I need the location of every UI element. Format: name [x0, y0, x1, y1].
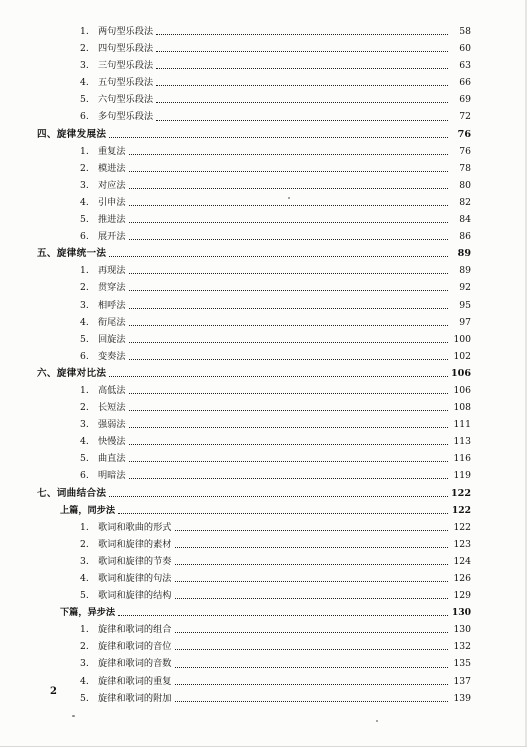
dot-leader — [129, 273, 448, 274]
toc-page-number: 58 — [459, 26, 471, 37]
toc-page-number: 130 — [453, 624, 471, 636]
dot-leader — [175, 649, 449, 650]
toc-entry-number: 3. — [80, 179, 89, 191]
toc-page-number: 89 — [457, 248, 471, 260]
dot-leader — [109, 137, 448, 138]
toc-entry-number: 3. — [80, 299, 89, 311]
toc-entry-title: 旋律和歌词的音数 — [98, 658, 172, 670]
toc-entry-number: 4. — [80, 196, 89, 208]
toc-entry-row[interactable] — [0, 228, 527, 245]
toc-entry-number: 3. — [80, 555, 89, 567]
toc-entry-title: 对应法 — [98, 179, 126, 191]
toc-entry-number: 4. — [80, 675, 89, 687]
dot-leader — [109, 496, 448, 497]
toc-entry-title: 歌词和旋律的结构 — [98, 590, 172, 602]
toc-page-number: 102 — [453, 350, 471, 362]
toc-entry-title: 模进法 — [98, 162, 126, 174]
toc-entry-row[interactable] — [0, 297, 527, 314]
toc-entry-row[interactable] — [0, 40, 527, 57]
dot-leader — [175, 667, 449, 668]
dot-leader — [109, 256, 448, 257]
toc-entry-row[interactable] — [0, 177, 527, 194]
toc-entry-number: 2. — [80, 402, 89, 414]
toc-entry-number: 2. — [80, 538, 89, 550]
toc-section-row[interactable] — [0, 365, 527, 382]
toc-entry-number: 3. — [80, 419, 89, 431]
toc-entry-number: 2. — [80, 282, 89, 294]
toc-page-number: 97 — [459, 316, 471, 328]
toc-entry-row[interactable] — [0, 690, 527, 707]
dot-leader — [175, 684, 449, 685]
dot-leader — [129, 188, 448, 189]
dot-leader — [175, 564, 449, 565]
toc-page-number: 116 — [453, 453, 471, 465]
toc-page-number: 135 — [453, 658, 471, 670]
toc-entry-row[interactable] — [0, 587, 527, 604]
toc-entry-number: 1. — [80, 384, 89, 396]
dot-leader — [129, 154, 448, 155]
toc-entry-number: 6. — [80, 350, 89, 362]
toc-entry-row[interactable] — [0, 399, 527, 416]
toc-entry-row[interactable] — [0, 638, 527, 655]
toc-entry-row[interactable] — [0, 331, 527, 348]
toc-entry-row[interactable] — [0, 467, 527, 484]
toc-entry-title: 曲直法 — [98, 453, 126, 465]
toc-entry-title: 相呼法 — [98, 299, 126, 311]
toc-entry-row[interactable] — [0, 621, 527, 638]
toc-entry-title: 再现法 — [98, 265, 126, 277]
toc-entry-number: 5. — [80, 692, 89, 704]
toc-entry-title: 回旋法 — [98, 333, 126, 345]
toc-entry-row[interactable] — [0, 348, 527, 365]
toc-entry-number: 1. — [80, 26, 89, 37]
toc-entry-title: 歌词和歌曲的形式 — [98, 521, 172, 533]
toc-entry-title: 歌词和旋律的节奏 — [98, 555, 172, 567]
toc-page-number: 92 — [459, 282, 471, 294]
toc-entry-number: 5. — [80, 453, 89, 465]
toc-entry-number: 5. — [80, 333, 89, 345]
toc-entry-number: 4. — [80, 316, 89, 328]
dot-leader — [175, 598, 449, 599]
toc-page-number: 76 — [459, 145, 471, 157]
scan-speck — [288, 197, 290, 199]
dot-leader — [129, 239, 448, 240]
toc-entry-number: 1. — [80, 624, 89, 636]
toc-page-number: 126 — [453, 573, 471, 584]
toc-entry-number: 1. — [80, 145, 89, 157]
toc-page-number: 72 — [459, 111, 471, 123]
toc-entry-row[interactable] — [0, 673, 527, 690]
toc-entry-title: 旋律和歌词的音位 — [98, 641, 172, 653]
dot-leader — [129, 171, 448, 172]
toc-page-number: 132 — [453, 641, 471, 653]
dot-leader — [175, 701, 449, 702]
toc-entry-number: 4. — [80, 77, 89, 89]
toc-entry-title: 明暗法 — [98, 470, 126, 482]
dot-leader — [129, 342, 448, 343]
toc-entry-title: 六句型乐段法 — [98, 94, 154, 106]
toc-entry-row[interactable] — [0, 160, 527, 177]
toc-entry-number: 2. — [80, 162, 89, 174]
toc-entry-title: 旋律和歌词的重复 — [98, 675, 172, 687]
toc-entry-title: 歌词和旋律的句法 — [98, 573, 172, 584]
toc-entry-title: 旋律和歌词的附加 — [98, 692, 172, 704]
toc-entry-row[interactable] — [0, 262, 527, 279]
toc-entry-row[interactable] — [0, 416, 527, 433]
dot-leader — [129, 478, 448, 479]
dot-leader — [109, 376, 448, 377]
toc-entry-title: 五、旋律统一法 — [37, 248, 107, 260]
toc-entry-title: 多句型乐段法 — [98, 111, 154, 123]
toc-entry-number: 6. — [80, 111, 89, 123]
toc-page-number: 137 — [453, 675, 471, 687]
dot-leader — [129, 410, 448, 411]
toc-entry-number: 1. — [80, 521, 89, 533]
toc-entry-row[interactable] — [0, 536, 527, 553]
toc-page-number: 108 — [453, 402, 471, 414]
toc-entry-row[interactable] — [0, 553, 527, 570]
toc-entry-title: 三句型乐段法 — [98, 60, 154, 72]
toc-page-number: 119 — [453, 470, 471, 482]
toc-entry-number: 1. — [80, 265, 89, 277]
toc-entry-row[interactable] — [0, 143, 527, 160]
toc-page-number: 124 — [453, 555, 471, 567]
toc-entry-number: 4. — [80, 436, 89, 448]
toc-entry-title: 旋律和歌词的组合 — [98, 624, 172, 636]
dot-leader — [129, 290, 448, 291]
toc-page-number: 111 — [453, 419, 471, 431]
toc-page-number: 76 — [457, 128, 471, 140]
toc-entry-number: 5. — [80, 94, 89, 106]
toc-subsection-row[interactable] — [0, 502, 527, 519]
toc-entry-number: 5. — [80, 214, 89, 226]
toc-entry-row[interactable] — [0, 23, 527, 40]
toc-entry-row[interactable] — [0, 382, 527, 399]
dot-leader — [129, 393, 448, 394]
toc-entry-row[interactable] — [0, 211, 527, 228]
dot-leader — [129, 308, 448, 309]
dot-leader — [118, 513, 448, 514]
dot-leader — [129, 325, 448, 326]
toc-page-number: 69 — [459, 94, 471, 106]
toc-page-number: 80 — [459, 179, 471, 191]
toc-page-number: 63 — [459, 60, 471, 72]
dot-leader — [118, 615, 448, 616]
toc-page-number: 106 — [451, 367, 472, 379]
toc-entry-title: 推进法 — [98, 214, 126, 226]
toc-page-number: 122 — [453, 521, 471, 533]
toc-entry-title: 引申法 — [98, 196, 126, 208]
toc-entry-title: 高低法 — [98, 384, 126, 396]
toc-page-number: 122 — [451, 504, 471, 516]
toc-page-number: 106 — [453, 384, 471, 396]
toc-entry-title: 七、词曲结合法 — [37, 487, 107, 499]
dot-leader — [129, 359, 448, 360]
toc-section-row[interactable] — [0, 245, 527, 262]
dot-leader — [156, 68, 448, 69]
dot-leader — [175, 632, 449, 633]
toc-entry-row[interactable] — [0, 450, 527, 467]
toc-page-number: 82 — [459, 196, 471, 208]
table-of-contents — [0, 23, 527, 707]
toc-page-number: 123 — [453, 538, 471, 550]
toc-page-number: 100 — [453, 333, 471, 345]
toc-entry-row[interactable] — [0, 279, 527, 296]
toc-entry-row[interactable] — [0, 57, 527, 74]
toc-entry-title: 贯穿法 — [98, 282, 126, 294]
toc-entry-title: 展开法 — [98, 231, 126, 243]
toc-page-number: 86 — [459, 231, 471, 243]
page-number: 2 — [50, 686, 57, 697]
dot-leader — [129, 444, 448, 445]
toc-entry-title: 上篇，同步法 — [60, 504, 116, 516]
toc-entry-title: 四句型乐段法 — [98, 43, 154, 55]
toc-page-number: 113 — [453, 436, 471, 448]
toc-page-number: 130 — [451, 607, 471, 619]
toc-page-number: 95 — [459, 299, 471, 311]
dot-leader — [156, 102, 448, 103]
toc-page-number: 89 — [459, 265, 471, 277]
toc-entry-title: 长短法 — [98, 402, 126, 414]
dot-leader — [129, 461, 448, 462]
toc-entry-title: 六、旋律对比法 — [37, 367, 107, 379]
scan-speck — [72, 715, 75, 717]
dot-leader — [175, 530, 449, 531]
toc-entry-title: 衔尾法 — [98, 316, 126, 328]
dot-leader — [129, 427, 448, 428]
toc-subsection-row[interactable] — [0, 604, 527, 621]
toc-entry-number: 3. — [80, 60, 89, 72]
toc-page-number: 78 — [459, 162, 471, 174]
dot-leader — [156, 51, 448, 52]
toc-entry-row[interactable] — [0, 655, 527, 672]
dot-leader — [175, 547, 449, 548]
toc-entry-row[interactable] — [0, 74, 527, 91]
toc-entry-title: 四、旋律发展法 — [37, 128, 107, 140]
toc-section-row[interactable] — [0, 485, 527, 502]
toc-entry-number: 6. — [80, 470, 89, 482]
dot-leader — [156, 34, 448, 35]
toc-entry-title: 强弱法 — [98, 419, 126, 431]
toc-entry-title: 快慢法 — [98, 436, 126, 448]
toc-entry-row[interactable] — [0, 433, 527, 450]
dot-leader — [129, 205, 448, 206]
toc-page-number: 129 — [453, 590, 471, 602]
toc-entry-title: 歌词和旋律的素材 — [98, 538, 172, 550]
scan-speck — [376, 720, 378, 722]
toc-entry-row[interactable] — [0, 91, 527, 108]
toc-page-number: 139 — [453, 692, 471, 704]
toc-entry-title: 重复法 — [98, 145, 126, 157]
toc-entry-title: 两句型乐段法 — [98, 26, 154, 37]
dot-leader — [156, 120, 448, 121]
toc-section-row[interactable] — [0, 126, 527, 143]
toc-entry-number: 6. — [80, 231, 89, 243]
toc-entry-row[interactable] — [0, 194, 527, 211]
dot-leader — [175, 581, 449, 582]
toc-entry-title: 下篇，异步法 — [60, 607, 116, 619]
toc-entry-number: 3. — [80, 658, 89, 670]
dot-leader — [129, 222, 448, 223]
toc-entry-title: 五句型乐段法 — [98, 77, 154, 89]
toc-entry-row[interactable] — [0, 570, 527, 587]
toc-entry-number: 2. — [80, 641, 89, 653]
toc-page-number: 122 — [451, 487, 472, 499]
toc-entry-number: 4. — [80, 573, 89, 584]
toc-entry-row[interactable] — [0, 314, 527, 331]
toc-page-number: 60 — [459, 43, 471, 55]
toc-entry-title: 变奏法 — [98, 350, 126, 362]
toc-page-number: 66 — [459, 77, 471, 89]
toc-entry-number: 5. — [80, 590, 89, 602]
dot-leader — [156, 85, 448, 86]
toc-entry-number: 2. — [80, 43, 89, 55]
toc-entry-row[interactable] — [0, 519, 527, 536]
toc-entry-row[interactable] — [0, 108, 527, 125]
toc-page-number: 84 — [459, 214, 471, 226]
